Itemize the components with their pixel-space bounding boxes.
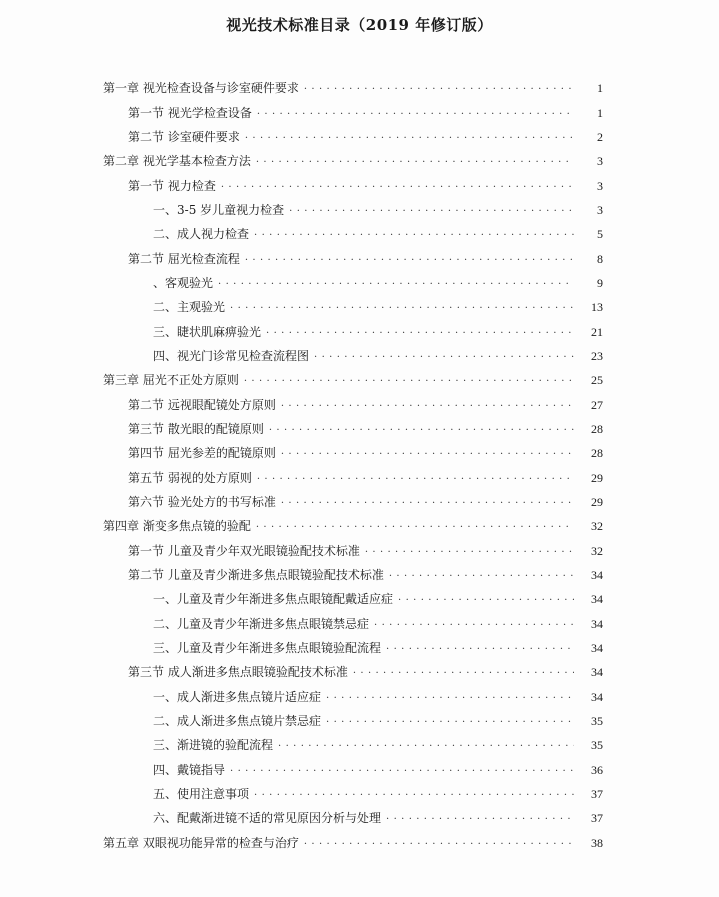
toc-entry-page-number: 34 xyxy=(591,616,603,631)
dot-leader xyxy=(245,130,574,144)
toc-entry-page-number: 9 xyxy=(597,275,603,290)
toc-entry-title: 第一章 视光检查设备与诊室硬件要求 xyxy=(103,81,299,96)
toc-entry-page-number: 23 xyxy=(591,348,603,363)
toc-entry xyxy=(0,514,719,538)
toc-entry-title: 一、成人渐进多焦点镜片适应症 xyxy=(153,689,322,704)
toc-entry-page-number: 34 xyxy=(591,592,603,607)
toc-entry xyxy=(0,709,719,733)
dot-leader xyxy=(218,276,574,290)
toc-entry-page-number: 38 xyxy=(591,835,603,850)
toc-entry-page-number: 32 xyxy=(591,543,603,558)
toc-entry-title: 二、儿童及青少年渐进多焦点眼镜禁忌症 xyxy=(153,616,370,631)
dot-leader xyxy=(230,763,574,777)
toc-entry-title: 四、戴镜指导 xyxy=(153,762,226,777)
dot-leader xyxy=(230,300,574,314)
toc-entry xyxy=(0,441,719,465)
toc-entry xyxy=(0,319,719,343)
toc-entry-page-number: 25 xyxy=(591,373,603,388)
toc-entry xyxy=(0,246,719,270)
toc-entry-page-number: 1 xyxy=(597,105,603,120)
toc-entry-page-number: 34 xyxy=(591,689,603,704)
dot-leader xyxy=(266,325,574,339)
toc-entry xyxy=(0,368,719,392)
toc-entry xyxy=(0,344,719,368)
toc-entry-title: 一、儿童及青少年渐进多焦点眼镜配戴适应症 xyxy=(153,592,394,607)
dot-leader xyxy=(254,227,574,241)
toc-entry xyxy=(0,733,719,757)
toc-entry xyxy=(0,271,719,295)
toc-entry-title: 第二节 儿童及青少渐进多焦点眼镜验配技术标准 xyxy=(128,568,384,583)
toc-entry-page-number: 35 xyxy=(591,714,603,729)
toc-entry xyxy=(0,539,719,563)
toc-entry-page-number: 34 xyxy=(591,568,603,583)
toc-entry xyxy=(0,392,719,416)
toc-entry xyxy=(0,490,719,514)
toc-entry xyxy=(0,612,719,636)
toc-entry-title: 三、睫状肌麻痹验光 xyxy=(153,324,262,339)
toc-entry-title: 第三章 屈光不正处方原则 xyxy=(103,373,239,388)
dot-leader xyxy=(269,422,574,436)
toc-entry xyxy=(0,222,719,246)
dot-leader xyxy=(245,252,574,266)
toc-entry-title: 四、视光门诊常见检查流程图 xyxy=(153,348,310,363)
toc-entry-title: 三、儿童及青少年渐进多焦点眼镜验配流程 xyxy=(153,641,382,656)
toc-entry-page-number: 13 xyxy=(591,300,603,315)
toc-entry xyxy=(0,295,719,319)
dot-leader xyxy=(353,665,574,679)
toc-entry-title: 第四章 渐变多焦点镜的验配 xyxy=(103,519,251,534)
toc-entry-page-number: 35 xyxy=(591,738,603,753)
dot-leader xyxy=(304,836,574,850)
dot-leader xyxy=(244,373,574,387)
dot-leader xyxy=(256,519,574,533)
toc-entry xyxy=(0,685,719,709)
toc-entry-page-number: 8 xyxy=(597,251,603,266)
toc-entry-title: 三、渐进镜的验配流程 xyxy=(153,738,274,753)
toc-entry xyxy=(0,831,719,855)
dot-leader xyxy=(256,154,574,168)
dot-leader xyxy=(386,641,574,655)
toc-entry-title: 、客观验光 xyxy=(153,275,214,290)
toc-entry-title: 第三节 成人渐进多焦点眼镜验配技术标准 xyxy=(128,665,348,680)
dot-leader xyxy=(281,495,574,509)
dot-leader xyxy=(278,738,574,752)
toc-entry xyxy=(0,587,719,611)
toc-entry xyxy=(0,173,719,197)
toc-entry-page-number: 34 xyxy=(591,641,603,656)
toc-entry-title: 二、主观验光 xyxy=(153,300,226,315)
dot-leader xyxy=(374,617,574,631)
toc-entry xyxy=(0,466,719,490)
dot-leader xyxy=(281,398,574,412)
toc-entry-title: 第五节 弱视的处方原则 xyxy=(128,470,252,485)
toc-entry-page-number: 34 xyxy=(591,665,603,680)
toc-entry-page-number: 29 xyxy=(591,495,603,510)
dot-leader xyxy=(314,349,574,363)
toc-entry-title: 第一节 儿童及青少年双光眼镜验配技术标准 xyxy=(128,543,360,558)
toc-entry xyxy=(0,198,719,222)
toc-entry xyxy=(0,636,719,660)
toc-entry-page-number: 3 xyxy=(597,154,603,169)
toc-entry xyxy=(0,100,719,124)
toc-entry-title: 第一节 视光学检查设备 xyxy=(128,105,252,120)
dot-leader xyxy=(221,179,574,193)
dot-leader xyxy=(326,714,574,728)
table-of-contents xyxy=(0,76,719,855)
toc-entry-title: 第六节 验光处方的书写标准 xyxy=(128,495,276,510)
toc-entry-title: 一、3-5 岁儿童视力检查 xyxy=(153,202,285,217)
toc-entry-page-number: 37 xyxy=(591,811,603,826)
toc-entry xyxy=(0,149,719,173)
dot-leader xyxy=(254,787,574,801)
toc-entry xyxy=(0,417,719,441)
toc-entry-title: 六、配戴渐进镜不适的常见原因分析与处理 xyxy=(153,811,382,826)
dot-leader xyxy=(304,81,574,95)
dot-leader xyxy=(326,690,574,704)
toc-entry xyxy=(0,76,719,100)
toc-entry-title: 第二节 诊室硬件要求 xyxy=(128,129,240,144)
toc-entry-title: 二、成人视力检查 xyxy=(153,227,250,242)
dot-leader xyxy=(398,592,574,606)
toc-entry-page-number: 29 xyxy=(591,470,603,485)
toc-entry-page-number: 28 xyxy=(591,421,603,436)
toc-entry-page-number: 2 xyxy=(597,129,603,144)
dot-leader xyxy=(257,471,574,485)
toc-entry-title: 五、使用注意事项 xyxy=(153,787,250,802)
toc-entry-title: 第二节 远视眼配镜处方原则 xyxy=(128,397,276,412)
toc-entry xyxy=(0,782,719,806)
toc-entry-page-number: 3 xyxy=(597,202,603,217)
dot-leader xyxy=(386,811,574,825)
toc-entry xyxy=(0,758,719,782)
dot-leader xyxy=(365,544,574,558)
dot-leader xyxy=(281,446,574,460)
toc-entry xyxy=(0,660,719,684)
toc-entry-page-number: 3 xyxy=(597,178,603,193)
toc-entry xyxy=(0,806,719,830)
toc-entry-title: 第三节 散光眼的配镜原则 xyxy=(128,421,264,436)
toc-entry-title: 第二节 屈光检查流程 xyxy=(128,251,240,266)
toc-entry-page-number: 36 xyxy=(591,762,603,777)
toc-entry-title: 第四节 屈光参差的配镜原则 xyxy=(128,446,276,461)
toc-entry-title: 第二章 视光学基本检查方法 xyxy=(103,154,251,169)
dot-leader xyxy=(257,106,574,120)
toc-entry-page-number: 27 xyxy=(591,397,603,412)
toc-entry-title: 第一节 视力检查 xyxy=(128,178,216,193)
dot-leader xyxy=(289,203,574,217)
toc-entry xyxy=(0,125,719,149)
dot-leader xyxy=(389,568,574,582)
toc-entry-page-number: 37 xyxy=(591,787,603,802)
toc-entry-title: 二、成人渐进多焦点镜片禁忌症 xyxy=(153,714,322,729)
toc-entry-page-number: 1 xyxy=(597,81,603,96)
toc-entry xyxy=(0,563,719,587)
page-title: 视光技术标准目录（2019 年修订版） xyxy=(226,16,493,34)
toc-entry-page-number: 32 xyxy=(591,519,603,534)
toc-entry-page-number: 28 xyxy=(591,446,603,461)
toc-entry-title: 第五章 双眼视功能异常的检查与治疗 xyxy=(103,835,299,850)
toc-entry-page-number: 5 xyxy=(597,227,603,242)
toc-entry-page-number: 21 xyxy=(591,324,603,339)
